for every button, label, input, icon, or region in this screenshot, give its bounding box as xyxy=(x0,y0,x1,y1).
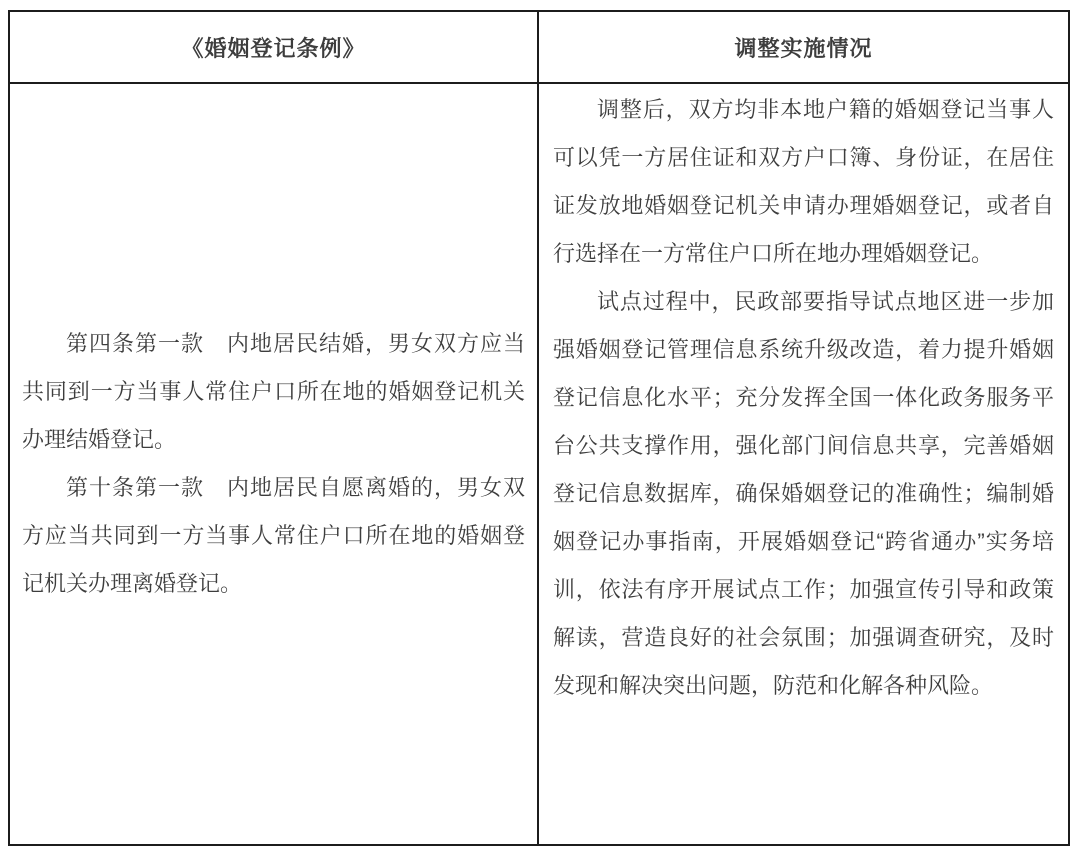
table-header-implementation-label: 调整实施情况 xyxy=(734,35,873,61)
table-header-implementation xyxy=(539,12,1068,84)
regulation-paragraph-article10: 第十条第一款 内地居民自愿离婚的，男女双方应当共同到一方当事人常住户口所在地的婚姻登记机关办理离婚登记。 xyxy=(22,475,525,596)
comparison-table xyxy=(8,10,1070,846)
implementation-paragraph-pilot: 试点过程中，民政部要指导试点地区进一步加强婚姻登记管理信息系统升级改造，着力提升婚姻登记信息化水平；充分发挥全国一体化政务服务平台公共支撑作用，强化部门间信息共享，完善婚姻登记信息数据库，确保婚姻登记的准确性；编制婚姻登记办事指南，开展婚姻登记“跨省通办”实务培训，依法有序开展试点工作；加强宣传引导和政策解读，营造良好的社会氛围；加强调查研究，及时发现和解决突出问题，防范和化解各种风险。 xyxy=(553,289,1054,698)
regulation-text-block xyxy=(22,320,525,608)
implementation-paragraph-adjustment: 调整后，双方均非本地户籍的婚姻登记当事人可以凭一方居住证和双方户口簿、身份证，在居住证发放地婚姻登记机关申请办理婚姻登记，或者自行选择在一方常住户口所在地办理婚姻登记。 xyxy=(553,97,1054,266)
regulation-cell xyxy=(10,84,539,844)
implementation-text-block xyxy=(553,86,1054,710)
regulation-paragraph-article4: 第四条第一款 内地居民结婚，男女双方应当共同到一方当事人常住户口所在地的婚姻登记机关办理结婚登记。 xyxy=(22,331,525,452)
table-header-regulation xyxy=(10,12,539,84)
table-header-regulation-label: 《婚姻登记条例》 xyxy=(181,35,366,61)
implementation-cell xyxy=(539,84,1068,844)
